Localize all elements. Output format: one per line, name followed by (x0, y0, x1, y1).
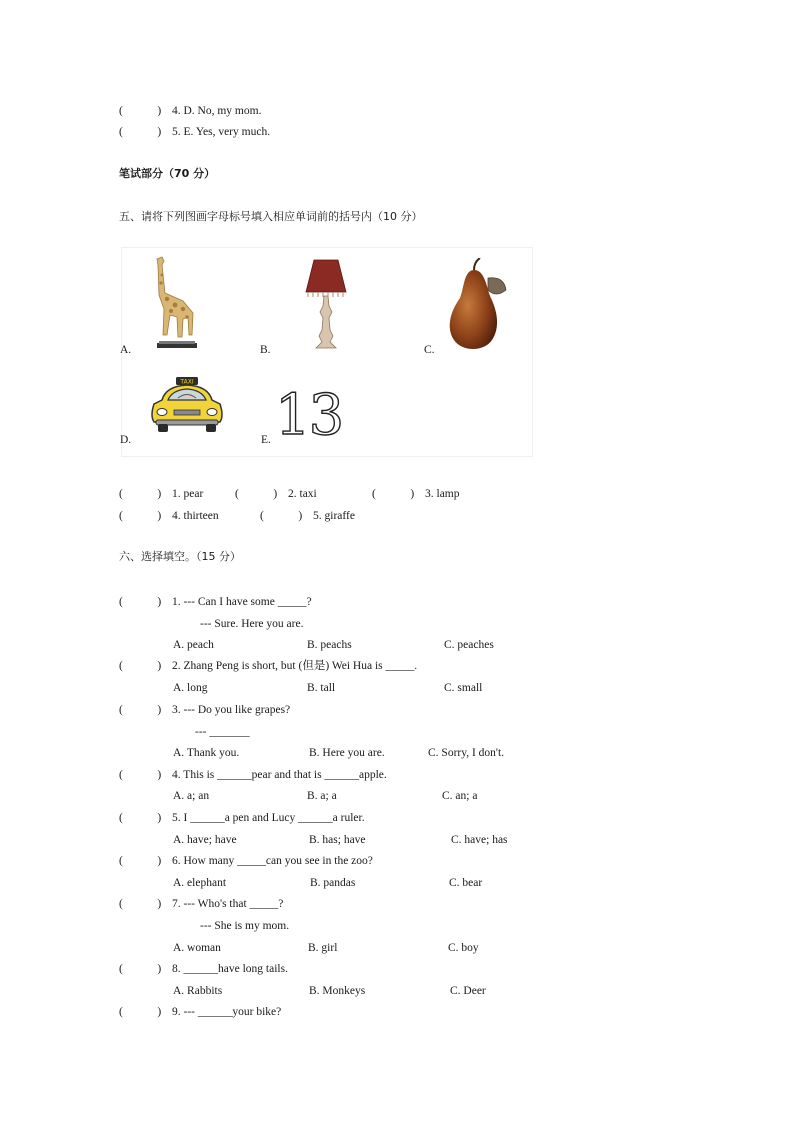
option-b[interactable]: B. a; a (307, 790, 337, 802)
question-paren[interactable]: ( ) (119, 855, 162, 867)
answer-paren[interactable]: ( ) (119, 510, 162, 522)
option-c[interactable]: C. have; has (451, 834, 508, 846)
option-c[interactable]: C. boy (448, 942, 479, 954)
option-c[interactable]: C. peaches (444, 639, 494, 651)
section5-heading: 五、请将下列图画字母标号填入相应单词前的括号内（10 分） (119, 210, 423, 223)
option-c[interactable]: C. bear (449, 877, 483, 889)
option-b[interactable]: B. Here you are. (309, 747, 385, 759)
listening-answer-paren[interactable]: ( ) (119, 105, 162, 117)
option-a[interactable]: A. long (173, 682, 208, 694)
written-part-heading: 笔试部分（70 分） (119, 167, 216, 180)
pear-icon (444, 258, 508, 352)
question-paren[interactable]: ( ) (119, 704, 162, 716)
option-c[interactable]: C. an; a (442, 790, 478, 802)
option-b[interactable]: B. peachs (307, 639, 352, 651)
question-stem: 8. ______have long tails. (172, 963, 288, 975)
answer-word: 2. taxi (288, 488, 317, 500)
option-b[interactable]: B. girl (308, 942, 338, 954)
question-paren[interactable]: ( ) (119, 660, 162, 672)
question-paren[interactable]: ( ) (119, 812, 162, 824)
option-c[interactable]: C. Sorry, I don't. (428, 747, 505, 759)
picture-label-e: E. (261, 434, 271, 446)
option-a[interactable]: A. elephant (173, 877, 227, 889)
answer-paren[interactable]: ( ) (260, 510, 303, 522)
answer-word: 4. thirteen (172, 510, 219, 522)
taxi-icon (148, 376, 226, 434)
question-stem: 1. --- Can I have some _____? (172, 596, 312, 608)
picture-label-b: B. (260, 344, 271, 356)
option-a[interactable]: A. a; an (173, 790, 210, 802)
question-stem: 5. I ______a pen and Lucy ______a ruler. (172, 812, 365, 824)
thirteen-digits: 13 (275, 383, 343, 448)
giraffe-icon (145, 255, 207, 355)
lamp-icon (300, 256, 352, 354)
option-b[interactable]: B. has; have (309, 834, 366, 846)
question-stem: 4. This is ______pear and that is ______apple. (172, 769, 387, 781)
listening-answer-text: 4. D. No, my mom. (172, 105, 262, 117)
question-paren[interactable]: ( ) (119, 898, 162, 910)
picture-label-d: D. (120, 434, 132, 446)
answer-paren[interactable]: ( ) (235, 488, 278, 500)
answer-word: 3. lamp (425, 488, 460, 500)
answer-word: 5. giraffe (313, 510, 355, 522)
option-a[interactable]: A. have; have (173, 834, 237, 846)
question-stem: 6. How many _____can you see in the zoo? (172, 855, 373, 867)
answer-paren[interactable]: ( ) (119, 488, 162, 500)
question-reply: --- Sure. Here you are. (200, 618, 304, 630)
option-c[interactable]: C. small (444, 682, 483, 694)
option-b[interactable]: B. Monkeys (309, 985, 366, 997)
question-stem: 9. --- ______your bike? (172, 1006, 282, 1018)
question-stem: 3. --- Do you like grapes? (172, 704, 291, 716)
option-b[interactable]: B. pandas (310, 877, 356, 889)
option-a[interactable]: A. Thank you. (173, 747, 240, 759)
question-paren[interactable]: ( ) (119, 769, 162, 781)
listening-answer-text: 5. E. Yes, very much. (172, 126, 271, 138)
option-a[interactable]: A. Rabbits (173, 985, 223, 997)
question-paren[interactable]: ( ) (119, 963, 162, 975)
taxi-sign-text: TAXI (180, 378, 194, 386)
option-a[interactable]: A. peach (173, 639, 214, 651)
option-a[interactable]: A. woman (173, 942, 221, 954)
question-paren[interactable]: ( ) (119, 596, 162, 608)
question-reply: --- _______ (195, 726, 250, 738)
listening-answer-paren[interactable]: ( ) (119, 126, 162, 138)
picture-label-a: A. (120, 344, 132, 356)
answer-paren[interactable]: ( ) (372, 488, 415, 500)
option-c[interactable]: C. Deer (450, 985, 486, 997)
question-stem: 7. --- Who's that _____? (172, 898, 284, 910)
question-paren[interactable]: ( ) (119, 1006, 162, 1018)
picture-label-c: C. (424, 344, 435, 356)
question-reply: --- She is my mom. (200, 920, 290, 932)
option-b[interactable]: B. tall (307, 682, 336, 694)
section6-heading: 六、选择填空。（15 分） (119, 550, 241, 563)
question-stem: 2. Zhang Peng is short, but (但是) Wei Hua is _____. (172, 660, 418, 672)
answer-word: 1. pear (172, 488, 204, 500)
